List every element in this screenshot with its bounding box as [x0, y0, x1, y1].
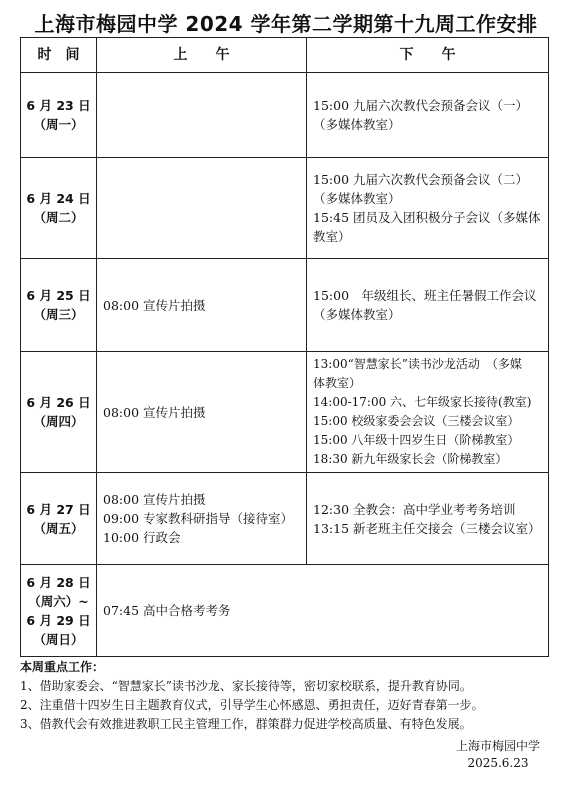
- event: 09:00 专家教科研指导（接待室）: [103, 511, 293, 526]
- event: 14:00-17:00 六、七年级家长接待(教室): [313, 395, 532, 409]
- signature-date: 2025.6.23: [467, 756, 529, 770]
- pm-cell: [307, 352, 549, 473]
- event: 体教室）: [313, 376, 362, 390]
- date-label: 6 月 23 日: [26, 98, 91, 113]
- pm-cell: [307, 158, 549, 259]
- event: 13:00“智慧家长”读书沙龙活动 （多媒: [313, 357, 522, 371]
- event: 15:00 校级家委会会议（三楼会议室）: [313, 414, 520, 428]
- note-item: 1、借助家委会、“智慧家长”读书沙龙、家长接待等，密切家校联系，提升教育协同。: [20, 679, 472, 693]
- event: （多媒体教室）: [313, 117, 401, 132]
- am-cell: [97, 259, 307, 352]
- weekday-label: （周四）: [33, 414, 84, 429]
- event: 15:00 九届六次教代会预备会议（一）: [313, 98, 528, 113]
- date-label: 6 月 25 日: [26, 288, 91, 303]
- am-cell: [97, 352, 307, 473]
- weekday-label: （周五）: [33, 520, 84, 536]
- weekday-label: （周一）: [33, 117, 84, 132]
- table-row: [21, 158, 549, 259]
- event: 15:00 年级组长、班主任暑假工作会议: [313, 288, 537, 303]
- header-row: [21, 38, 549, 73]
- header-pm: 下 午: [307, 38, 549, 73]
- date-cell: [21, 259, 97, 352]
- table-row: [21, 259, 549, 352]
- event: 15:00 八年级十四岁生日（阶梯教室）: [313, 433, 520, 447]
- event: （多媒体教室）: [313, 191, 401, 206]
- weekday-label: （周日）: [33, 631, 84, 647]
- table-row: [21, 473, 549, 565]
- table-row: [21, 73, 549, 158]
- weekly-focus: [20, 658, 560, 734]
- date-label: 6 月 26 日: [26, 395, 91, 410]
- event: 08:00 宣传片拍摄: [103, 297, 206, 313]
- event: 08:00 宣传片拍摄: [103, 404, 206, 420]
- date-cell: [21, 73, 97, 158]
- event: 12:30 全教会：高中学业考考务培训: [313, 501, 516, 517]
- header-am: 上 午: [97, 38, 307, 73]
- signature: [456, 738, 540, 772]
- event: 07:45 高中合格考考务: [103, 603, 231, 618]
- date-cell: [21, 565, 97, 657]
- signature-org: 上海市梅园中学: [455, 739, 540, 753]
- event: 18:30 新九年级家长会（阶梯教室）: [313, 452, 508, 466]
- event: 15:45 团员及入团积极分子会议（多媒体: [313, 210, 541, 225]
- date-label: 6 月 28 日: [26, 574, 91, 590]
- am-cell: [97, 473, 307, 565]
- schedule-table: [20, 37, 549, 657]
- am-cell: [97, 73, 307, 158]
- am-cell: [97, 158, 307, 259]
- event: 13:15 新老班主任交接会（三楼会议室）: [313, 520, 541, 536]
- event: （多媒体教室）: [313, 307, 401, 322]
- table-row: [21, 565, 549, 657]
- weekday-label: （周三）: [33, 307, 84, 322]
- note-item: 2、注重借十四岁生日主题教育仪式，引导学生心怀感恩、勇担责任，迈好青春第一步。: [20, 698, 484, 712]
- weekday-label: （周二）: [33, 210, 84, 225]
- page-title: 上海市梅园中学 2024 学年第二学期第十九周工作安排: [34, 12, 538, 36]
- date-label: 6 月 27 日: [26, 501, 91, 517]
- header-time: 时 间: [21, 38, 97, 73]
- date-label: 6 月 29 日: [26, 612, 91, 628]
- date-cell: [21, 352, 97, 473]
- pm-cell: [307, 259, 549, 352]
- event: 教室）: [313, 229, 351, 244]
- note-item: 3、借教代会有效推进教职工民主管理工作，群策群力促进学校高质量、有特色发展。: [20, 717, 472, 731]
- date-cell: [21, 158, 97, 259]
- date-cell: [21, 473, 97, 565]
- pm-cell: [307, 473, 549, 565]
- weekend-cell: [97, 565, 549, 657]
- event: 08:00 宣传片拍摄: [103, 492, 206, 507]
- notes-heading: 本周重点工作：: [20, 660, 105, 674]
- date-label: 6 月 24 日: [26, 191, 91, 206]
- weekday-label: （周六）~: [28, 593, 89, 609]
- table-row: [21, 352, 549, 473]
- pm-cell: [307, 73, 549, 158]
- event: 10:00 行政会: [103, 530, 181, 545]
- event: 15:00 九届六次教代会预备会议（二）: [313, 172, 528, 187]
